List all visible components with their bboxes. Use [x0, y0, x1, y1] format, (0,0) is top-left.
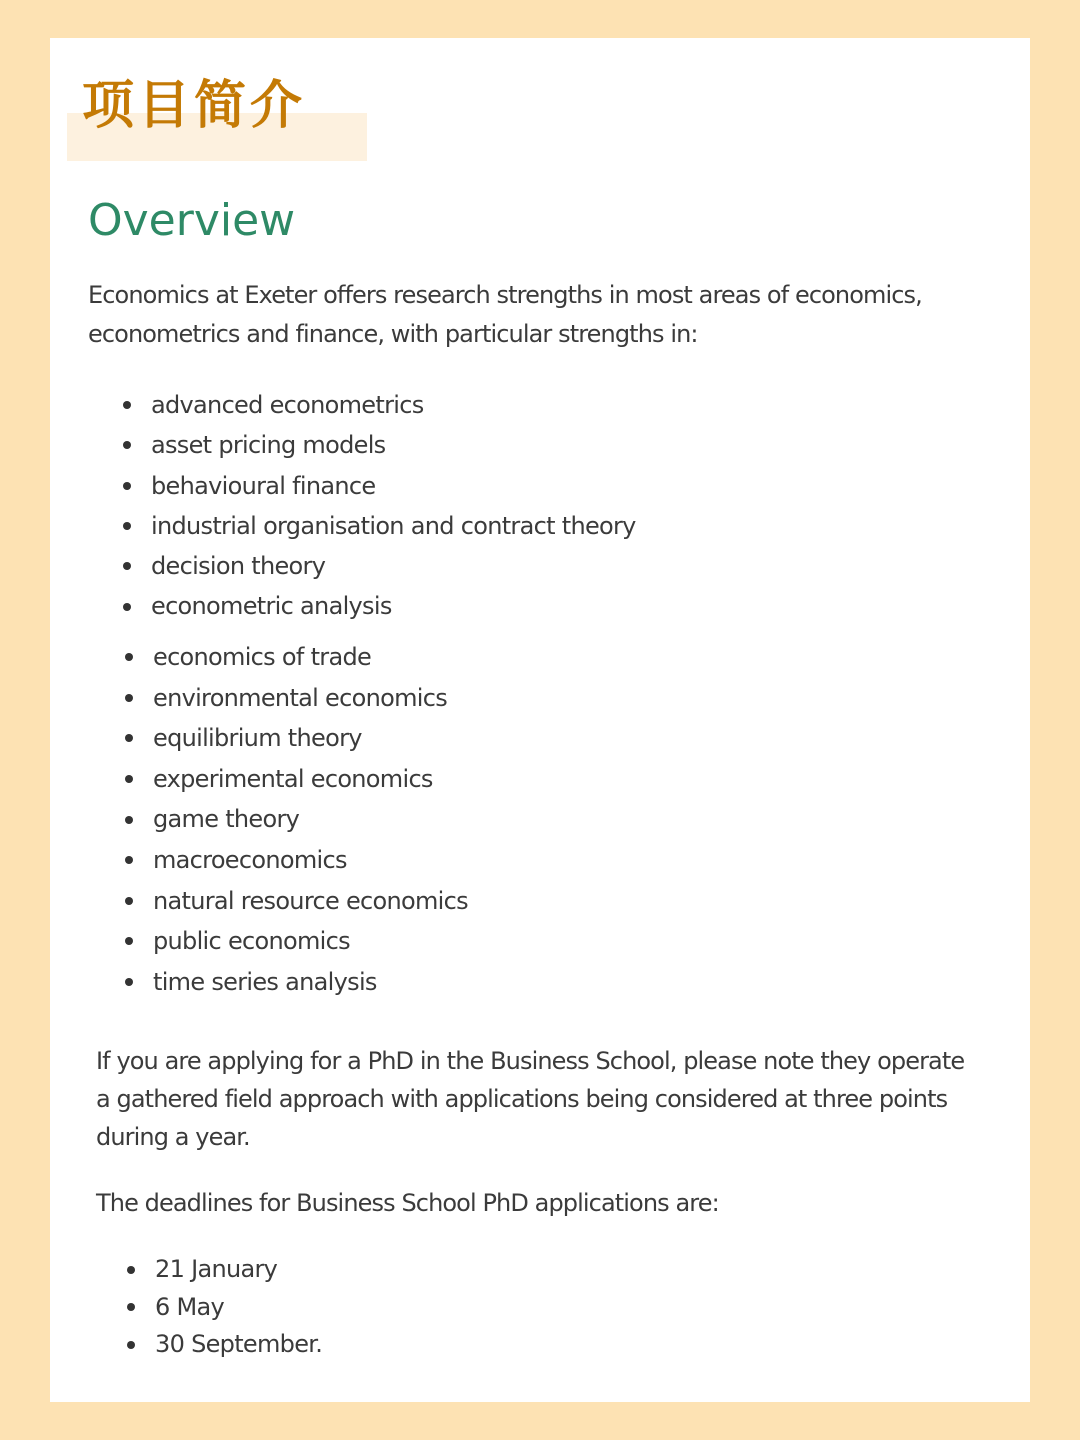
- list-item: equilibrium theory: [125, 718, 468, 759]
- intro-line: Economics at Exeter offers research strengths in most areas of economics,: [88, 281, 922, 309]
- list-item: game theory: [125, 799, 468, 840]
- content-card: [50, 38, 1030, 1402]
- list-item: natural resource economics: [125, 881, 468, 922]
- deadlines-list: [127, 1251, 322, 1364]
- list-item: asset pricing models: [123, 425, 636, 465]
- list-item: industrial organisation and contract theory: [123, 506, 636, 546]
- strengths-list-a: [123, 385, 636, 627]
- deadline-item: 21 January: [127, 1251, 322, 1289]
- list-item: public economics: [125, 921, 468, 962]
- deadlines-intro: The deadlines for Business School PhD applications are:: [96, 1189, 719, 1217]
- note-line: If you are applying for a PhD in the Business School, please note they operate: [96, 1047, 965, 1075]
- list-item: behavioural finance: [123, 466, 636, 506]
- list-item: econometric analysis: [123, 586, 636, 626]
- note-line: during a year.: [96, 1123, 250, 1151]
- list-item: time series analysis: [125, 962, 468, 1003]
- list-item: experimental economics: [125, 759, 468, 800]
- business-school-note: [96, 1042, 964, 1156]
- list-item: macroeconomics: [125, 840, 468, 881]
- intro-line: econometrics and finance, with particular strengths in:: [88, 320, 698, 348]
- list-item: environmental economics: [125, 678, 468, 719]
- overview-heading: Overview: [88, 195, 296, 246]
- intro-paragraph: [88, 276, 922, 354]
- list-item: decision theory: [123, 546, 636, 586]
- deadline-item: 30 September.: [127, 1326, 322, 1364]
- page-title: 项目简介: [82, 76, 307, 136]
- note-line: a gathered field approach with applications being considered at three points: [96, 1085, 948, 1113]
- deadline-item: 6 May: [127, 1289, 322, 1327]
- list-item: economics of trade: [125, 637, 468, 678]
- strengths-list-b: [125, 637, 468, 1002]
- list-item: advanced econometrics: [123, 385, 636, 425]
